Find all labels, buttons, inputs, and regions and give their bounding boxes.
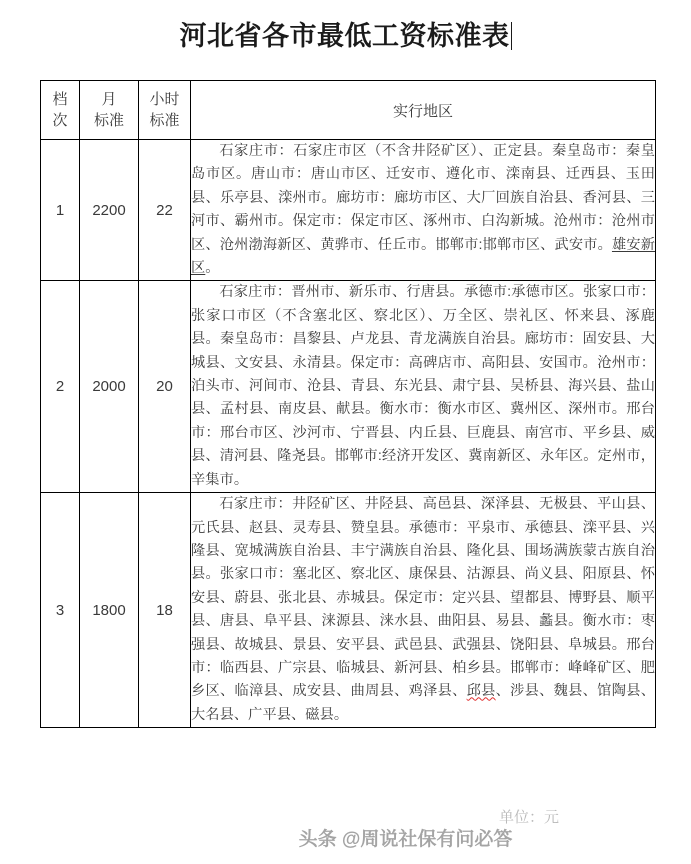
watermark-handle: @周说社保有问必答 (341, 829, 513, 850)
cell-applicable-regions (191, 140, 656, 281)
region-text-run: 。 (205, 260, 220, 277)
cell-tier: 1 (41, 140, 80, 281)
cell-monthly-standard: 1800 (80, 493, 139, 728)
watermark-prefix: 头条 (298, 829, 342, 850)
table-body (41, 140, 656, 728)
region-paragraph (191, 281, 655, 492)
table-row (41, 281, 656, 493)
cell-applicable-regions (191, 493, 656, 728)
column-header-applicable-regions: 实行地区 (191, 81, 656, 140)
cell-hourly-standard: 22 (139, 140, 191, 281)
cell-monthly-standard: 2200 (80, 140, 139, 281)
region-paragraph (191, 493, 655, 727)
text-caret (511, 22, 512, 50)
region-underlined-term: 雄安新区 (191, 236, 655, 277)
cell-tier: 3 (41, 493, 80, 728)
minimum-wage-table (40, 80, 656, 728)
column-header-hourly-line1: 小时 (149, 91, 180, 108)
cell-tier: 2 (41, 281, 80, 493)
unit-note: 单位：元 (498, 809, 559, 826)
region-text-run: 、涉县、魏县、馆陶县、大名县、广平县、磁县。 (191, 683, 655, 723)
column-header-monthly-line2: 标准 (93, 112, 124, 129)
table-row (41, 493, 656, 728)
column-header-hourly-line2: 标准 (149, 112, 180, 129)
watermark (0, 824, 691, 851)
table-row (41, 140, 656, 281)
page-title (0, 14, 691, 53)
table-header-row (41, 81, 656, 140)
cell-hourly-standard: 18 (139, 493, 191, 728)
column-header-tier (41, 81, 80, 140)
cell-hourly-standard: 20 (139, 281, 191, 493)
region-paragraph (191, 140, 655, 280)
column-header-tier-line2: 次 (52, 112, 68, 129)
page-title-text: 河北省各市最低工资标准表 (179, 21, 510, 51)
region-text-run: 石家庄市：晋州市、新乐市、行唐县。承德市:承德市区。张家口市：张家口市区（不含塞北区、察北区）、万全区、崇礼区、怀来县、涿鹿县。秦皇岛市：昌黎县、卢龙县、青龙满族自治县。廊坊市：固安县、大城县、文安县、永清县。保定市：高碑店市、高阳县、安国市。沧州市：泊头市、河间市、沧县、青县、东光县、肃宁县、吴桥县、海兴县、盐山县、孟村县、南皮县、献县。衡水市：衡水市区、冀州区、深州市。邢台市：邢台市区、沙河市、宁晋县、内丘县、巨鹿县、南宫市、平乡县、威县、清河县、隆尧县。邯郸市:经济开发区、冀南新区、永年区。定州市，辛集市。 (191, 284, 655, 488)
column-header-hourly-standard (139, 81, 191, 140)
column-header-monthly-line1: 月 (101, 91, 117, 108)
cell-applicable-regions (191, 281, 656, 493)
region-spellcheck-term: 邱县 (466, 683, 496, 700)
column-header-monthly-standard (80, 81, 139, 140)
cell-monthly-standard: 2000 (80, 281, 139, 493)
region-text-run: 石家庄市：石家庄市区（不含井陉矿区）、正定县。秦皇岛市：秦皇岛市区。唐山市：唐山市区、迁安市、遵化市、滦南县、迁西县、玉田县、乐亭县、滦州市。廊坊市：廊坊市区、大厂回族自治县、香河县、三河市、霸州市。保定市：保定市区、涿州市、白沟新城。沧州市：沧州市区、沧州渤海新区、黄骅市、任丘市。邯郸市:邯郸市区、武安市。 (191, 143, 655, 253)
column-header-tier-line1: 档 (52, 91, 68, 108)
region-text-run: 石家庄市：井陉矿区、井陉县、高邑县、深泽县、无极县、平山县、元氏县、赵县、灵寿县、赞皇县。承德市：平泉市、承德县、滦平县、兴隆县、宽城满族自治县、丰宁满族自治县、隆化县、围场满族蒙古族自治县。张家口市：塞北区、察北区、康保县、沽源县、尚义县、阳原县、怀安县、蔚县、张北县、赤城县。保定市：定兴县、望都县、博野县、顺平县、唐县、阜平县、涞源县、涞水县、曲阳县、易县、蠡县。衡水市：枣强县、故城县、景县、安平县、武邑县、武强县、饶阳县、阜城县。邢台市：临西县、广宗县、临城县、新河县、柏乡县。邯郸市：峰峰矿区、肥乡区、临漳县、成安县、曲周县、鸡泽县、 (191, 496, 655, 700)
